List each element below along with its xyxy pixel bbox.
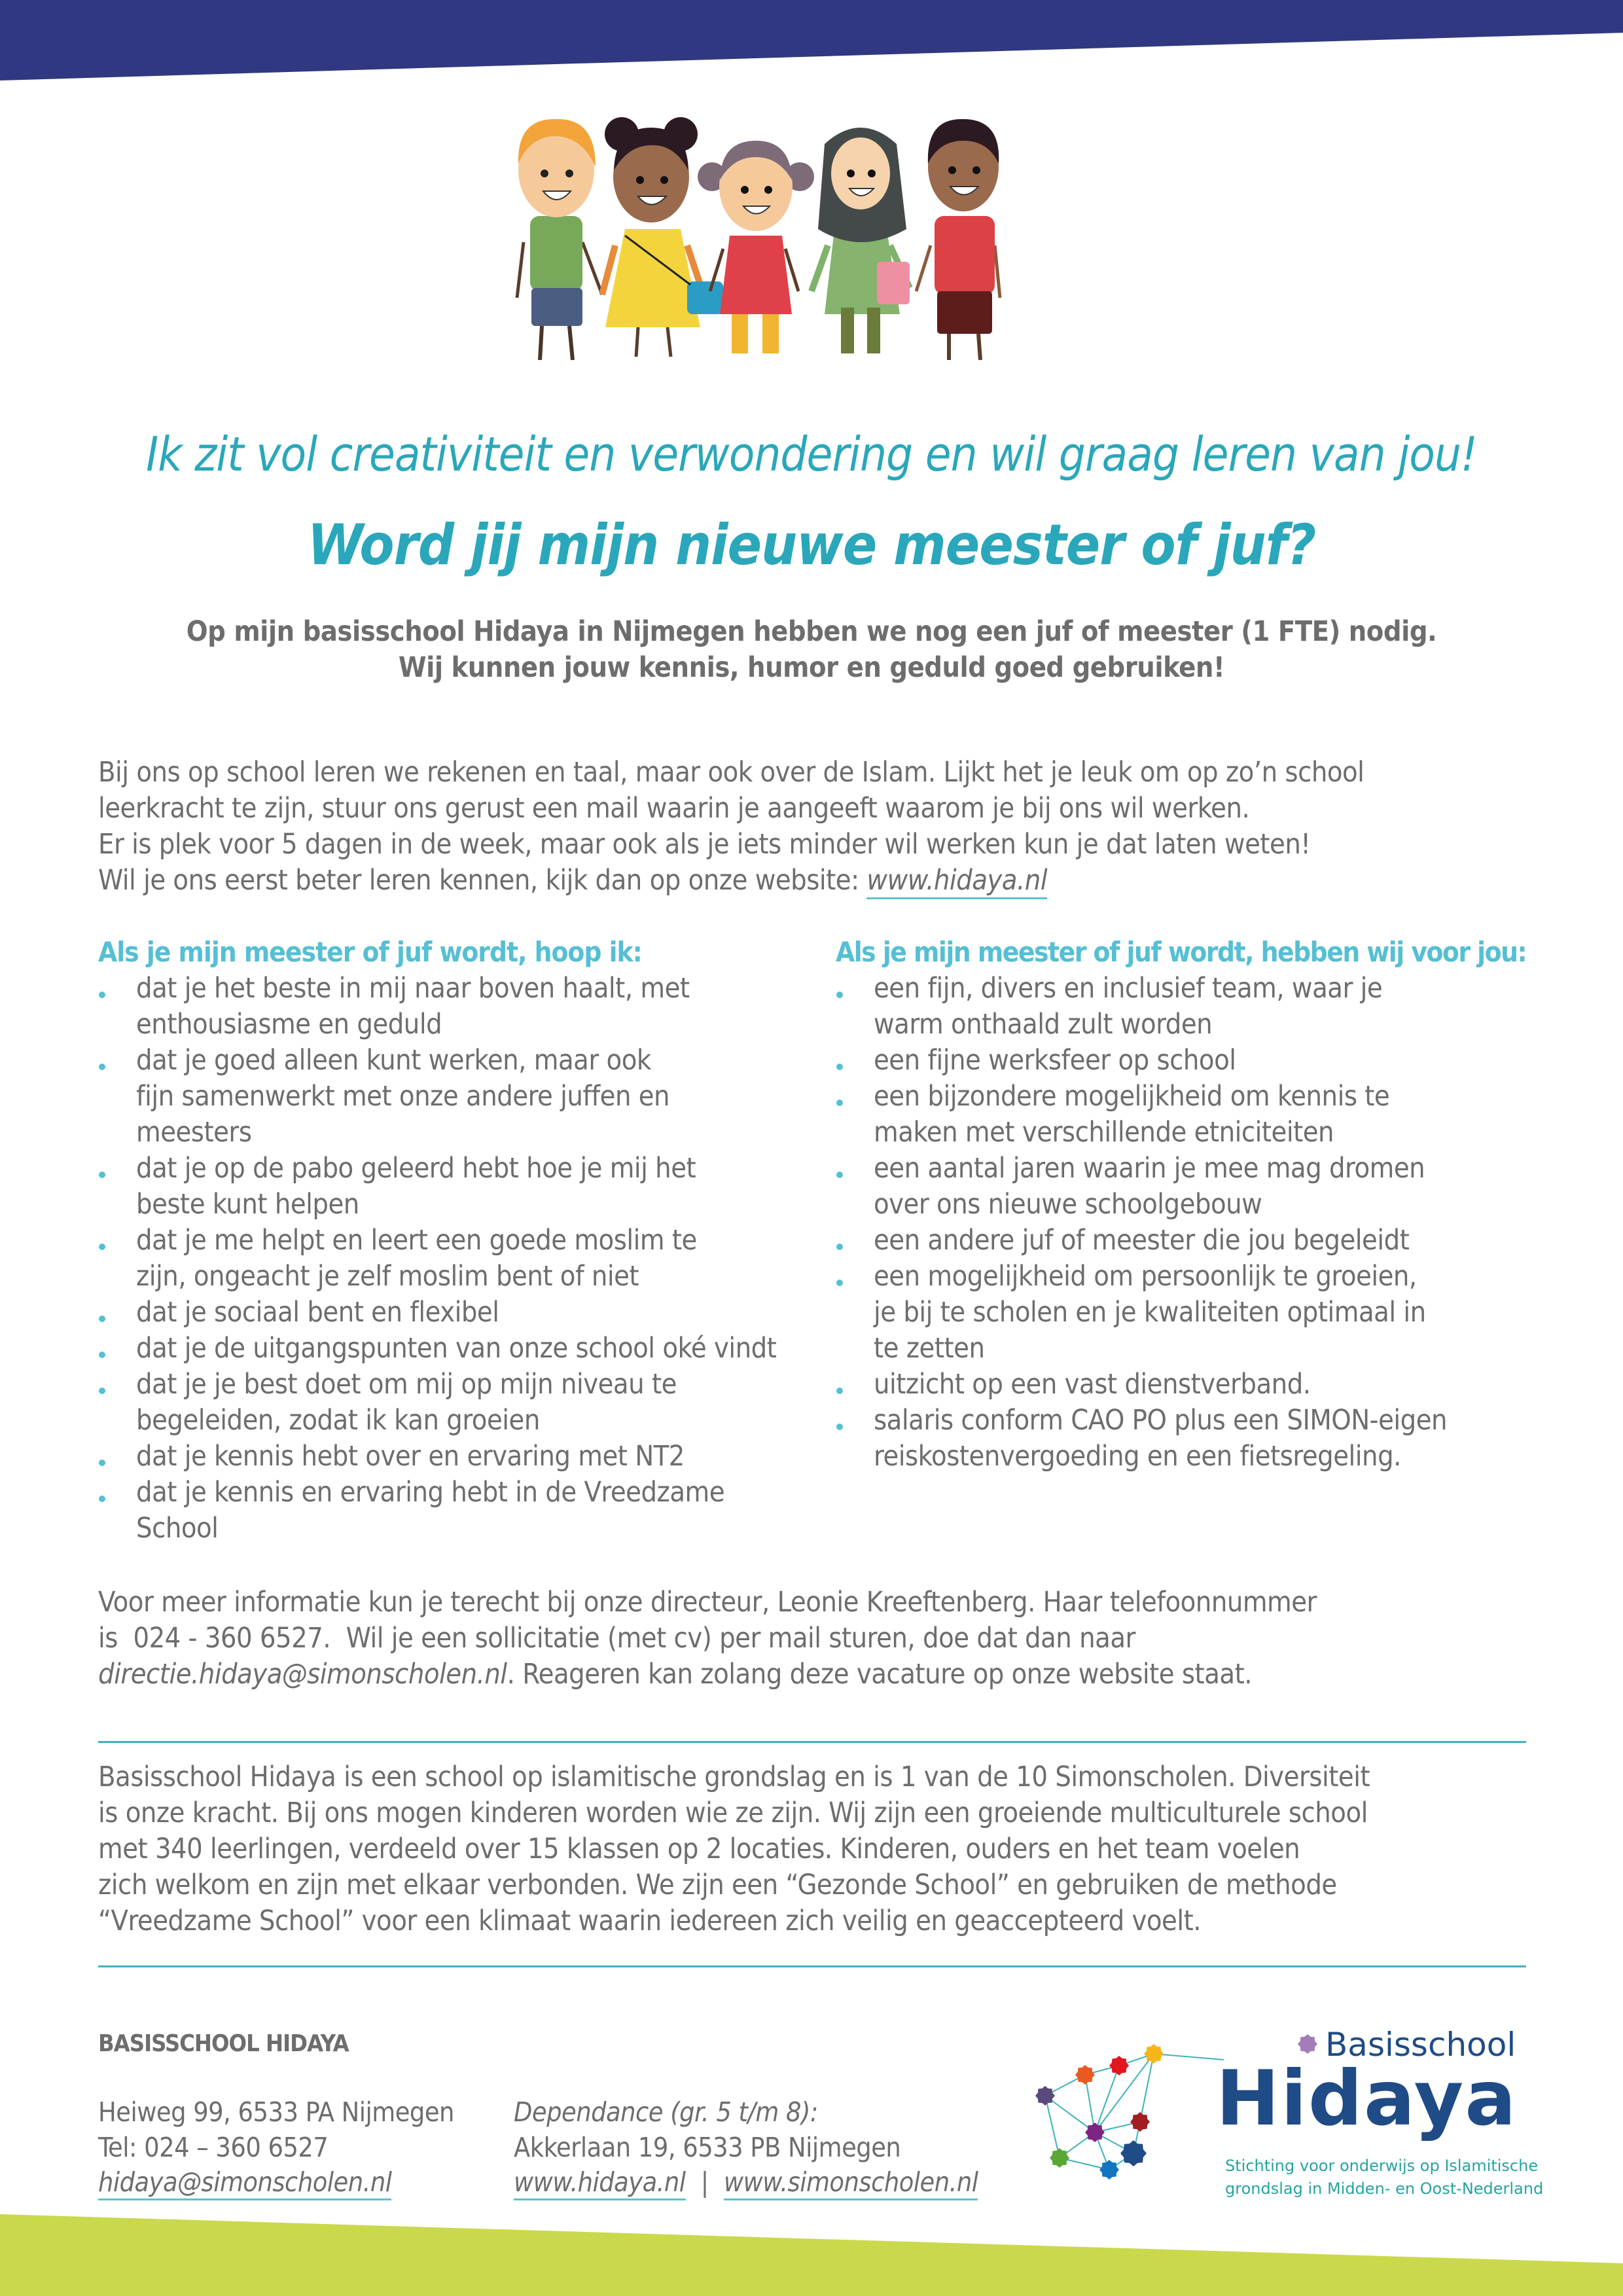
logo-star-icon: [1120, 2140, 1147, 2166]
right-list-item-line: een mogelijkheid om persoonlijk te groeien,: [874, 1260, 1417, 1293]
logo-star-icon: [1109, 2056, 1129, 2075]
contact-line-3: [98, 1658, 1252, 1691]
hero-headline: Word jij mijn nieuwe meester of juf?: [307, 512, 1316, 578]
bullet-icon: [836, 1424, 843, 1430]
left-list-item-line: enthousiasme en geduld: [136, 1008, 442, 1041]
right-list-item-line: salaris conform CAO PO plus een SIMON-eigen: [874, 1404, 1448, 1437]
logo-tagline-1: Stichting voor onderwijs op Islamitische: [1225, 2157, 1539, 2175]
bullet-icon: [99, 1460, 105, 1466]
bottom-band: [0, 2212, 1623, 2296]
footer-dependance-label: Dependance (gr. 5 t/m 8):: [514, 2096, 818, 2128]
bullet-icon: [99, 1352, 105, 1358]
bullet-icon: [836, 992, 843, 998]
right-list-item-line: een aantal jaren waarin je mee mag dromen: [874, 1152, 1425, 1185]
child-1: [517, 119, 602, 360]
website-link[interactable]: www.hidaya.nl: [866, 864, 1047, 899]
bullet-icon: [99, 992, 105, 998]
right-list-item-line: je bij te scholen en je kwaliteiten optimaal in: [874, 1296, 1426, 1329]
body-line-2: leerkracht te zijn, stuur ons gerust een mail waarin je aangeeft waarom je bij ons wil werken.: [98, 792, 1250, 825]
bullet-icon: [836, 1100, 843, 1106]
right-list-item-line: uitzicht op een vast dienstverband.: [874, 1368, 1311, 1401]
logo-network-icon: [1027, 2019, 1224, 2183]
hero-subtitle: Ik zit vol creativiteit en verwondering en wil graag leren van jou!: [146, 427, 1477, 482]
child-5: [916, 119, 1000, 360]
child-4: [812, 128, 910, 353]
about-line-3: met 340 leerlingen, verdeeld over 15 klassen op 2 locaties. Kinderen, ouders en het team voelen: [98, 1833, 1300, 1865]
logo-star-icon: [1099, 2160, 1119, 2179]
right-list-item-line: reiskostenvergoeding en een fietsregeling.: [874, 1440, 1401, 1473]
bullet-icon: [836, 1172, 843, 1178]
child-3: [698, 141, 814, 353]
left-list-item-line: School: [136, 1512, 219, 1545]
left-list-item-line: dat je op de pabo geleerd hebt hoe je mij het: [136, 1152, 696, 1185]
footer-main-address: Heiweg 99, 6533 PA Nijmegen: [98, 2096, 454, 2128]
about-line-4: zich welkom en zijn met elkaar verbonden. We zijn een “Gezonde School” en gebruiken de methode: [98, 1869, 1337, 1901]
body-line-4: [98, 864, 1047, 897]
footer-school-name: BASISSCHOOL HIDAYA: [98, 2030, 349, 2057]
left-list-item-line: dat je sociaal bent en flexibel: [136, 1296, 499, 1329]
logo-connector: [1095, 2066, 1119, 2132]
logo-connector: [1154, 2054, 1224, 2060]
right-list-item-line: een andere juf of meester die jou begeleidt: [874, 1224, 1410, 1257]
footer-website-1[interactable]: www.hidaya.nl: [514, 2166, 686, 2200]
left-list-item-line: dat je je best doet om mij op mijn niveau te: [136, 1368, 677, 1401]
left-list-item-line: dat je kennis hebt over en ervaring met NT2: [136, 1440, 685, 1473]
right-list-item-line: over ons nieuwe schoolgebouw: [874, 1188, 1262, 1221]
right-list-item-line: warm onthaald zult worden: [874, 1008, 1213, 1041]
left-list-item-line: beste kunt helpen: [136, 1188, 359, 1221]
left-column-heading: Als je mijn meester of juf wordt, hoop ik:: [98, 936, 642, 968]
right-list-item-line: een fijne werksfeer op school: [874, 1044, 1236, 1077]
bullet-icon: [99, 1064, 105, 1070]
footer-separator: |: [700, 2166, 709, 2198]
left-list-item-line: dat je goed alleen kunt werken, maar ook: [136, 1044, 651, 1077]
bullet-icon: [99, 1244, 105, 1250]
logo-connector: [1085, 2075, 1095, 2132]
divider-top: [98, 1741, 1526, 1743]
children-illustration: [491, 105, 1139, 367]
logo-star-icon: [1144, 2044, 1164, 2064]
left-list-item-line: dat je de uitgangspunten van onze school oké vindt: [136, 1332, 777, 1365]
body-line-1: Bij ons op school leren we rekenen en taal, maar ook over de Islam. Lijkt het je leuk om op zo’n school: [98, 756, 1364, 789]
footer-main-phone: Tel: 024 – 360 6527: [98, 2132, 329, 2163]
hidaya-logo: [1027, 2019, 1544, 2206]
logo-star-icon: [1130, 2112, 1150, 2132]
intro-line-2: Wij kunnen jouw kennis, humor en geduld goed gebruiken!: [398, 651, 1225, 684]
about-line-1: Basisschool Hidaya is een school op islamitische grondslag en is 1 van de 10 Simonscholen. Diversiteit: [98, 1761, 1370, 1793]
logo-star-icon: [1050, 2148, 1069, 2168]
left-list-item-line: fijn samenwerkt met onze andere juffen en: [136, 1080, 670, 1113]
left-list-item-line: begeleiden, zodat ik kan groeien: [136, 1404, 540, 1437]
logo-star-icon: [1298, 2034, 1317, 2054]
left-list-item-line: zijn, ongeacht je zelf moslim bent of niet: [136, 1260, 639, 1293]
child-2: [602, 117, 723, 357]
footer-main-email-wrap: [98, 2166, 391, 2198]
footer-website-2[interactable]: www.simonscholen.nl: [724, 2166, 978, 2200]
left-list-item-line: dat je kennis en ervaring hebt in de Vreedzame: [136, 1476, 725, 1509]
bullet-icon: [99, 1496, 105, 1502]
right-list-item-line: een bijzondere mogelijkheid om kennis te: [874, 1080, 1390, 1113]
bullet-icon: [836, 1280, 843, 1286]
contact-line-2: is 024 - 360 6527. Wil je een sollicitatie (met cv) per mail sturen, doe dat dan naar: [98, 1622, 1135, 1655]
logo-star-icon: [1035, 2086, 1055, 2106]
contact-line-3-suffix: . Reageren kan zolang deze vacature op onze website staat.: [507, 1658, 1253, 1691]
logo-top-text: Basisschool: [1325, 2026, 1516, 2064]
contact-email[interactable]: directie.hidaya@simonscholen.nl: [98, 1658, 507, 1691]
footer-websites: [514, 2166, 978, 2198]
website-prefix: Wil je ons eerst beter leren kennen, kijk dan op onze website:: [98, 864, 867, 897]
footer-main-email[interactable]: hidaya@simonscholen.nl: [98, 2166, 391, 2200]
contact-line-1: Voor meer informatie kun je terecht bij onze directeur, Leonie Kreeftenberg. Haar telefoonnummer: [98, 1586, 1317, 1619]
footer-dependance-address: Akkerlaan 19, 6533 PB Nijmegen: [514, 2132, 901, 2163]
logo-accent-star-icon: [1294, 2031, 1321, 2057]
top-band: [0, 0, 1623, 82]
right-list-item-line: een fijn, divers en inclusief team, waar je: [874, 972, 1383, 1005]
bullet-icon: [99, 1172, 105, 1178]
logo-name: Hidaya: [1216, 2054, 1518, 2143]
bullet-icon: [836, 1244, 843, 1250]
logo-star-icon: [1075, 2065, 1095, 2085]
left-list-item-line: meesters: [136, 1116, 252, 1149]
about-line-2: is onze kracht. Bij ons mogen kinderen worden wie ze zijn. Wij zijn een groeiende multiculturele school: [98, 1797, 1368, 1829]
body-line-3: Er is plek voor 5 dagen in de week, maar ook als je iets minder wil werken kun je dat laten weten!: [98, 828, 1311, 861]
left-list-item-line: dat je het beste in mij naar boven haalt, met: [136, 972, 690, 1005]
bullet-icon: [836, 1388, 843, 1394]
right-list-item-line: maken met verschillende etniciteiten: [874, 1116, 1334, 1149]
bullet-icon: [99, 1388, 105, 1394]
right-column-heading: Als je mijn meester of juf wordt, hebben wij voor jou:: [836, 936, 1527, 968]
divider-bottom: [98, 1965, 1526, 1967]
intro-line-1: Op mijn basisschool Hidaya in Nijmegen hebben we nog een juf of meester (1 FTE) nodig.: [186, 615, 1437, 648]
left-list-item-line: dat je me helpt en leert een goede moslim te: [136, 1224, 697, 1257]
about-line-5: “Vreedzame School” voor een klimaat waarin iedereen zich veilig en geaccepteerd voelt.: [98, 1905, 1202, 1937]
logo-star-icon: [1085, 2123, 1105, 2142]
logo-tagline-2: grondslag in Midden- en Oost-Nederland: [1225, 2179, 1544, 2198]
right-list-item-line: te zetten: [874, 1332, 985, 1365]
bullet-icon: [836, 1064, 843, 1070]
bullet-icon: [99, 1316, 105, 1322]
